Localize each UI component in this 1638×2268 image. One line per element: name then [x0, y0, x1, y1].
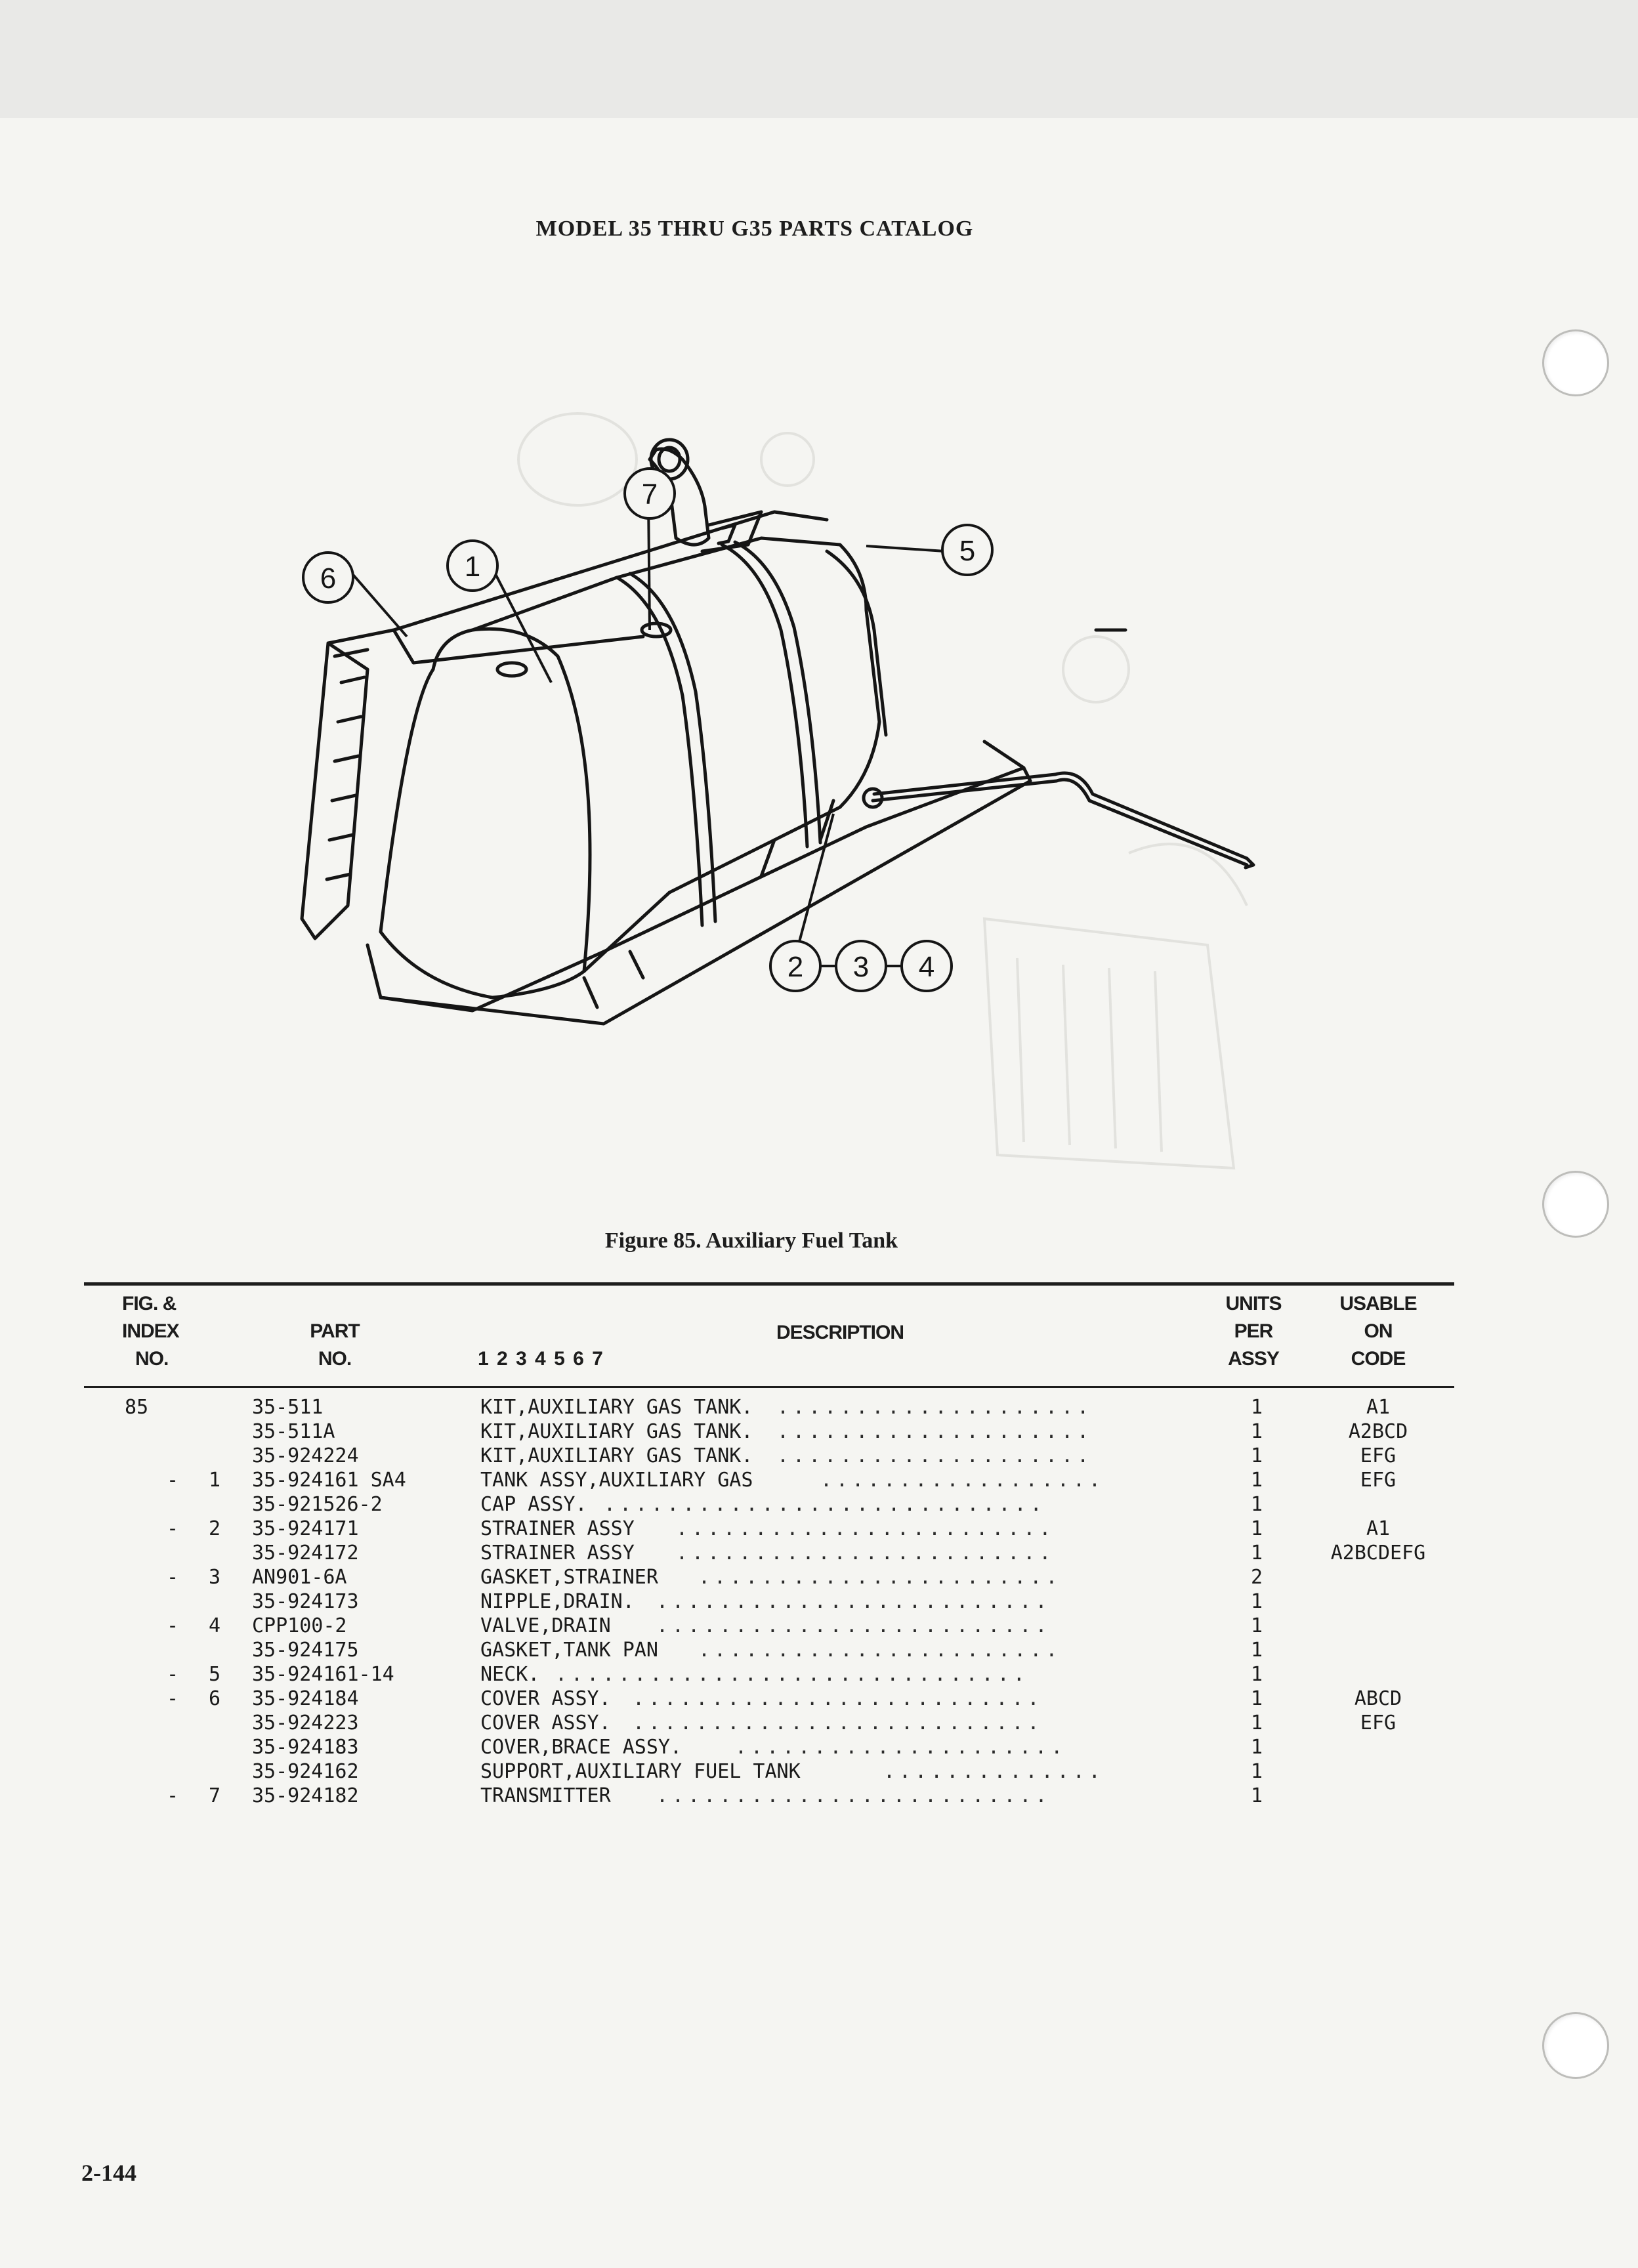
- row-units: 2: [1250, 1566, 1263, 1589]
- tank-drawing: [302, 440, 1253, 1024]
- row-units: 1: [1250, 1444, 1263, 1467]
- punch-hole-middle: [1542, 1171, 1609, 1238]
- header-part-no: [289, 1318, 381, 1373]
- row-dash: -: [167, 1687, 179, 1710]
- row-units: 1: [1250, 1614, 1263, 1637]
- table-header-rule: [84, 1386, 1454, 1388]
- table-row: [0, 1687, 1638, 1711]
- table-row: [0, 1711, 1638, 1735]
- row-description: COVER ASSY.: [480, 1712, 611, 1734]
- row-dash: -: [167, 1566, 179, 1589]
- page-title: MODEL 35 THRU G35 PARTS CATALOG: [536, 217, 974, 241]
- header-usable-line1: USABLE: [1339, 1293, 1417, 1314]
- header-part-no-line1: PART: [310, 1320, 360, 1342]
- row-units: 1: [1250, 1396, 1263, 1419]
- header-usable-line3: CODE: [1351, 1348, 1406, 1370]
- row-usable-code: A2BCD: [1348, 1420, 1408, 1443]
- table-top-rule: [84, 1282, 1454, 1286]
- row-units: 1: [1250, 1639, 1263, 1662]
- row-part-number: 35-511: [252, 1396, 324, 1419]
- row-description: COVER,BRACE ASSY.: [480, 1736, 682, 1759]
- row-index-number: 4: [209, 1614, 221, 1637]
- row-units: 1: [1250, 1517, 1263, 1540]
- row-leader-dots: .........................: [656, 1614, 1051, 1637]
- row-usable-code: EFG: [1360, 1469, 1396, 1492]
- row-units: 1: [1250, 1736, 1263, 1759]
- row-usable-code: A1: [1366, 1396, 1391, 1419]
- row-leader-dots: ....................: [777, 1444, 1093, 1467]
- row-leader-dots: ............................: [604, 1493, 1046, 1516]
- row-part-number: 35-924184: [252, 1687, 359, 1710]
- callout-3-label: 3: [852, 951, 870, 983]
- table-row: [0, 1589, 1638, 1614]
- page-number: 2-144: [81, 2160, 136, 2186]
- punch-hole-top: [1542, 329, 1609, 396]
- row-leader-dots: .......................: [698, 1566, 1062, 1589]
- figure-caption: Figure 85. Auxiliary Fuel Tank: [604, 1228, 898, 1253]
- row-units: 1: [1250, 1760, 1263, 1783]
- row-description: GASKET,TANK PAN: [480, 1639, 658, 1662]
- row-dash: -: [167, 1614, 179, 1637]
- row-description: NECK.: [480, 1663, 540, 1686]
- row-part-number: 35-924171: [252, 1517, 359, 1540]
- row-leader-dots: .........................: [656, 1590, 1051, 1613]
- callout-2: [770, 941, 820, 991]
- table-row: [0, 1614, 1638, 1638]
- table-row: [0, 1468, 1638, 1492]
- header-usable-on-code: [1326, 1290, 1431, 1373]
- header-part-no-line2: NO.: [318, 1348, 352, 1370]
- row-leader-dots: ..............: [883, 1760, 1104, 1783]
- row-dash: -: [167, 1663, 179, 1686]
- row-leader-dots: ........................: [676, 1517, 1055, 1540]
- row-index-number: 6: [209, 1687, 221, 1710]
- row-units: 1: [1250, 1493, 1263, 1516]
- row-description: CAP ASSY.: [480, 1493, 587, 1516]
- row-part-number: AN901-6A: [252, 1566, 347, 1589]
- row-description: COVER ASSY.: [480, 1687, 611, 1710]
- row-part-number: 35-924173: [252, 1590, 359, 1613]
- callout-6-label: 6: [320, 562, 337, 595]
- header-units-line3: ASSY: [1228, 1348, 1279, 1370]
- table-row: [0, 1662, 1638, 1687]
- header-fig-index-line2: INDEX: [122, 1320, 179, 1342]
- callout-6: [303, 553, 353, 602]
- header-fig-index-line1: FIG. &: [122, 1293, 177, 1314]
- row-index-number: 7: [209, 1784, 221, 1807]
- row-usable-code: A1: [1366, 1517, 1391, 1540]
- row-part-number: 35-924223: [252, 1712, 359, 1734]
- row-description: NIPPLE,DRAIN.: [480, 1590, 635, 1613]
- punch-hole-bottom: [1542, 2012, 1609, 2079]
- row-leader-dots: ....................: [777, 1396, 1093, 1419]
- row-description: TRANSMITTER: [480, 1784, 611, 1807]
- table-row: [0, 1759, 1638, 1784]
- row-units: 1: [1250, 1542, 1263, 1564]
- row-part-number: 35-924161-14: [252, 1663, 394, 1686]
- callout-1: [448, 541, 497, 591]
- row-leader-dots: ..........................: [633, 1687, 1043, 1710]
- row-description: STRAINER ASSY: [480, 1542, 635, 1564]
- row-leader-dots: .........................: [656, 1784, 1051, 1807]
- row-part-number: 35-921526-2: [252, 1493, 383, 1516]
- row-dash: -: [167, 1784, 179, 1807]
- row-units: 1: [1250, 1712, 1263, 1734]
- row-description: KIT,AUXILIARY GAS TANK.: [480, 1420, 753, 1443]
- header-indent-levels: 1 2 3 4 5 6 7: [478, 1348, 602, 1370]
- row-description: KIT,AUXILIARY GAS TANK.: [480, 1396, 753, 1419]
- scan-top-margin: [0, 0, 1638, 120]
- table-row: [0, 1638, 1638, 1662]
- callout-7-label: 7: [641, 478, 658, 511]
- bleed-through-ghost-drawing: [518, 413, 1247, 1168]
- header-usable-line2: ON: [1364, 1320, 1393, 1342]
- table-row: [0, 1541, 1638, 1565]
- row-units: 1: [1250, 1590, 1263, 1613]
- callout-4-label: 4: [918, 951, 935, 983]
- row-leader-dots: ..........................: [633, 1712, 1043, 1734]
- table-row: [0, 1395, 1638, 1419]
- row-leader-dots: ..................: [820, 1469, 1105, 1492]
- row-part-number: 35-924161 SA4: [252, 1469, 406, 1492]
- row-usable-code: EFG: [1360, 1444, 1396, 1467]
- row-part-number: 35-924172: [252, 1542, 359, 1564]
- table-row: [0, 1444, 1638, 1468]
- row-part-number: 35-924224: [252, 1444, 359, 1467]
- table-row: [0, 1735, 1638, 1759]
- callout-1-label: 1: [464, 551, 481, 583]
- table-row: [0, 1419, 1638, 1444]
- table-row: [0, 1517, 1638, 1541]
- row-usable-code: A2BCDEFG: [1330, 1542, 1426, 1564]
- row-description: SUPPORT,AUXILIARY FUEL TANK: [480, 1760, 801, 1783]
- row-dash: -: [167, 1469, 179, 1492]
- row-part-number: 35-924162: [252, 1760, 359, 1783]
- row-units: 1: [1250, 1420, 1263, 1443]
- header-units-line1: UNITS: [1225, 1293, 1282, 1314]
- row-usable-code: EFG: [1360, 1712, 1396, 1734]
- fuel-tank-illustration: [276, 262, 1365, 1194]
- row-units: 1: [1250, 1784, 1263, 1807]
- row-part-number: 35-924175: [252, 1639, 359, 1662]
- row-part-number: 35-924182: [252, 1784, 359, 1807]
- row-part-number: 35-924183: [252, 1736, 359, 1759]
- row-leader-dots: ....................: [777, 1420, 1093, 1443]
- row-leader-dots: .......................: [698, 1639, 1062, 1662]
- table-row: [0, 1492, 1638, 1517]
- callout-3: [836, 941, 886, 991]
- row-leader-dots: ........................: [676, 1542, 1055, 1564]
- row-dash: -: [167, 1517, 179, 1540]
- table-row: [0, 1565, 1638, 1589]
- header-fig-index-line3: NO.: [135, 1348, 169, 1370]
- row-leader-dots: ..............................: [555, 1663, 1029, 1686]
- row-description: STRAINER ASSY: [480, 1517, 635, 1540]
- table-row: [0, 1784, 1638, 1808]
- callout-7: [625, 469, 675, 518]
- row-units: 1: [1250, 1663, 1263, 1686]
- row-usable-code: ABCD: [1354, 1687, 1402, 1710]
- header-units-line2: PER: [1234, 1320, 1273, 1342]
- row-description: TANK ASSY,AUXILIARY GAS: [480, 1469, 753, 1492]
- row-description: KIT,AUXILIARY GAS TANK.: [480, 1444, 753, 1467]
- row-index-number: 5: [209, 1663, 221, 1686]
- row-units: 1: [1250, 1687, 1263, 1710]
- row-description: VALVE,DRAIN: [480, 1614, 611, 1637]
- row-fig-number: 85: [125, 1396, 149, 1419]
- header-fig-index: [122, 1290, 214, 1373]
- callout-2-label: 2: [787, 951, 804, 983]
- callout-5: [942, 525, 992, 575]
- callout-5-label: 5: [959, 535, 976, 567]
- row-leader-dots: .....................: [735, 1736, 1067, 1759]
- header-units-per-assy: [1214, 1290, 1293, 1373]
- row-part-number: 35-511A: [252, 1420, 335, 1443]
- row-units: 1: [1250, 1469, 1263, 1492]
- row-part-number: CPP100-2: [252, 1614, 347, 1637]
- row-index-number: 2: [209, 1517, 221, 1540]
- row-index-number: 3: [209, 1566, 221, 1589]
- header-description: DESCRIPTION: [776, 1322, 904, 1343]
- callout-4: [902, 941, 952, 991]
- row-description: GASKET,STRAINER: [480, 1566, 658, 1589]
- row-index-number: 1: [209, 1469, 221, 1492]
